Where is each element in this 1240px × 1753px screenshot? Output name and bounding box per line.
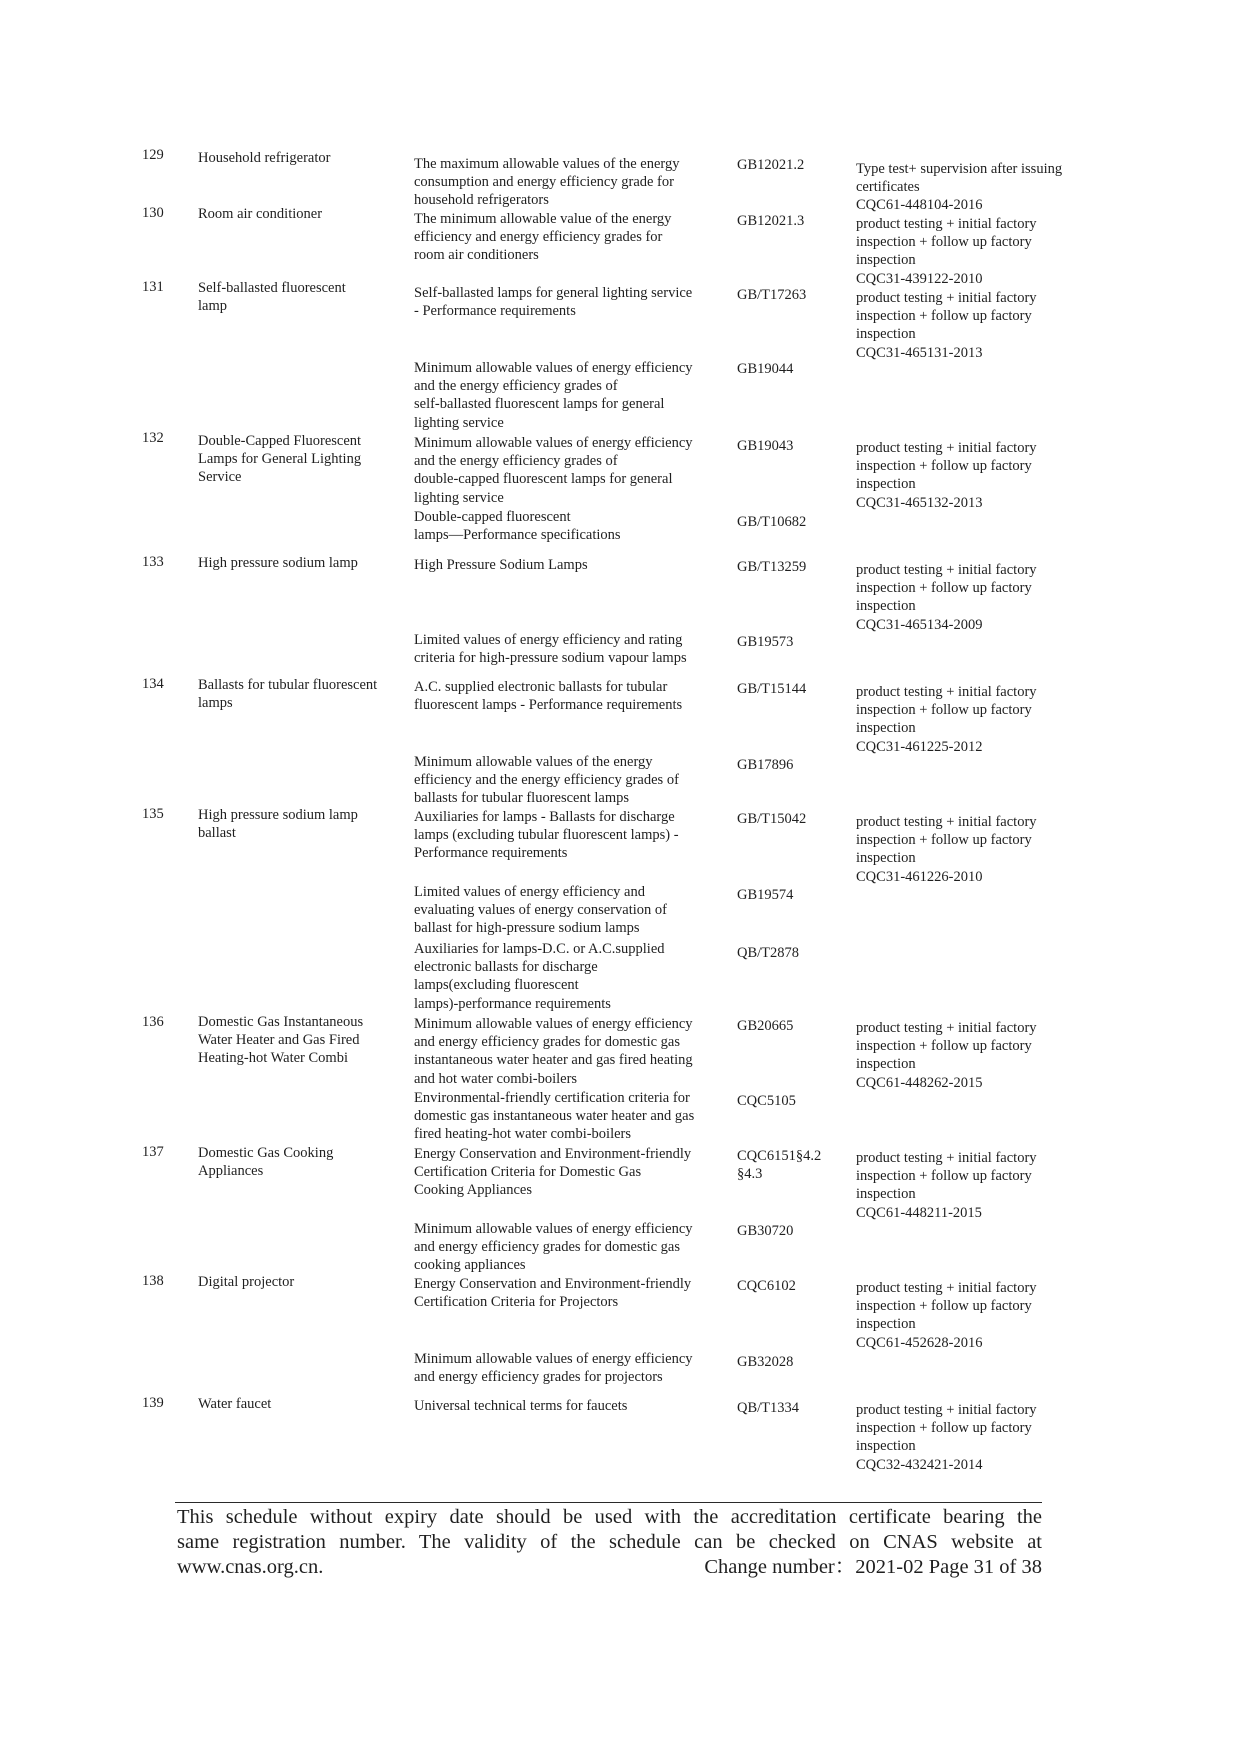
standard-name: Minimum allowable values of energy efficiency and energy efficiency grades for projectors [414,1351,693,1386]
standard-name: Energy Conservation and Environment-friendly Certification Criteria for Domestic Gas Cooking Appliances [414,1146,692,1199]
row-number: 137 [142,1144,164,1160]
standard-name: A.C. supplied electronic ballasts for tubular fluorescent lamps - Performance requirements [414,679,683,714]
standard-name: Minimum allowable values of energy efficiency and the energy efficiency grades of double-capped fluorescent lamps for general lighting service [414,435,693,506]
certification-rule: product testing + initial factory inspection + follow up factory inspection CQC31-465132-2013 [856,440,1037,511]
certification-rule: product testing + initial factory inspection + follow up factory inspection CQC31-461225-2012 [856,684,1037,755]
standard-name: Minimum allowable values of energy efficiency and the energy efficiency grades of self-ballasted fluorescent lamps for general lighting service [414,360,693,431]
standard-code: QB/T1334 [737,1400,800,1416]
product-name: High pressure sodium lamp [198,555,358,571]
standard-name: Environmental-friendly certification criteria for domestic gas instantaneous water heater and gas fired heating-hot water combi-boilers [414,1090,695,1143]
standard-name: The maximum allowable values of the energy consumption and energy efficiency grade for household refrigerators [414,156,680,209]
standard-code: GB19043 [737,438,794,454]
standard-code: GB/T15042 [737,811,807,827]
certification-rule: product testing + initial factory inspection + follow up factory inspection CQC61-452628-2016 [856,1280,1037,1351]
product-name: Domestic Gas Instantaneous Water Heater and Gas Fired Heating-hot Water Combi [198,1014,364,1067]
standard-code: CQC6151§4.2 §4.3 [737,1148,822,1183]
standard-name: Minimum allowable values of energy efficiency and energy efficiency grades for domestic gas instantaneous water heater and gas fired heating and hot water combi-boilers [414,1016,693,1087]
standard-code: GB20665 [737,1018,794,1034]
certification-rule: product testing + initial factory inspection + follow up factory inspection CQC61-448262-2015 [856,1020,1037,1091]
product-name: Self-ballasted fluorescent lamp [198,280,346,315]
row-number: 133 [142,554,164,570]
standard-code: CQC6102 [737,1278,796,1294]
standard-name: High Pressure Sodium Lamps [414,557,588,573]
standard-code: GB30720 [737,1223,794,1239]
standard-code: GB/T17263 [737,287,807,303]
certification-rule: Type test+ supervision after issuing certificates CQC61-448104-2016 [856,161,1063,214]
standard-code: QB/T2878 [737,945,800,961]
standard-code: GB12021.2 [737,157,805,173]
standard-code: GB19044 [737,361,794,377]
change-number: Change number：2021-02 Page 31 of 38 [704,1556,1042,1578]
row-number: 139 [142,1395,164,1411]
product-name: Digital projector [198,1274,295,1290]
standard-name: Minimum allowable values of energy efficiency and energy efficiency grades for domestic gas cooking appliances [414,1221,693,1274]
certification-rule: product testing + initial factory inspection + follow up factory inspection CQC61-448211-2015 [856,1150,1037,1221]
row-number: 130 [142,205,164,221]
certification-rule: product testing + initial factory inspection + follow up factory inspection CQC31-439122-2010 [856,216,1037,287]
standard-name: Limited values of energy efficiency and rating criteria for high-pressure sodium vapour lamps [414,632,687,667]
row-number: 136 [142,1014,164,1030]
standard-name: Minimum allowable values of the energy efficiency and the energy efficiency grades of ballasts for tubular fluorescent lamps [414,754,679,807]
footer-notice [177,1505,1042,1555]
standard-code: GB19574 [737,887,794,903]
standard-name: Self-ballasted lamps for general lighting service - Performance requirements [414,285,693,320]
standard-code: GB/T10682 [737,514,807,530]
standard-code: GB12021.3 [737,213,805,229]
standard-code: GB32028 [737,1354,794,1370]
standard-name: Limited values of energy efficiency and evaluating values of energy conservation of ballast for high-pressure sodium lamps [414,884,667,937]
standard-name: Double-capped fluorescent lamps—Performance specifications [414,509,621,544]
standard-name: Energy Conservation and Environment-friendly Certification Criteria for Projectors [414,1276,692,1311]
product-name: Ballasts for tubular fluorescent lamps [198,677,378,712]
standard-name: Auxiliaries for lamps - Ballasts for discharge lamps (excluding tubular fluorescent lamps) - Performance requirements [414,809,679,862]
standard-code: GB/T15144 [737,681,807,697]
row-number: 131 [142,279,164,295]
row-number: 132 [142,430,164,446]
standard-name: The minimum allowable value of the energy efficiency and energy efficiency grades for room air conditioners [414,211,672,264]
product-name: Room air conditioner [198,206,323,222]
cnas-website-link[interactable]: www.cnas.org.cn. [177,1556,324,1578]
certification-rule: product testing + initial factory inspection + follow up factory inspection CQC31-465134-2009 [856,562,1037,633]
standard-code: GB/T13259 [737,559,807,575]
standard-name: Auxiliaries for lamps-D.C. or A.C.supplied electronic ballasts for discharge lamps(excluding fluorescent lamps)-performance requirements [414,941,665,1012]
product-name: Double-Capped Fluorescent Lamps for General Lighting Service [198,433,362,486]
product-name: Domestic Gas Cooking Appliances [198,1145,334,1180]
row-number: 135 [142,806,164,822]
product-name: Water faucet [198,1396,272,1412]
row-number: 138 [142,1273,164,1289]
row-number: 129 [142,147,164,163]
certification-rule: product testing + initial factory inspection + follow up factory inspection CQC32-432421-2014 [856,1402,1037,1473]
product-name: Household refrigerator [198,150,331,166]
certification-rule: product testing + initial factory inspection + follow up factory inspection CQC31-461226-2010 [856,814,1037,885]
certification-rule: product testing + initial factory inspection + follow up factory inspection CQC31-465131-2013 [856,290,1037,361]
standard-name: Universal technical terms for faucets [414,1398,628,1414]
footer-line-2: same registration number. The validity of the schedule can be checked on CNAS website at [177,1531,1042,1553]
footer-divider [175,1502,1042,1503]
row-number: 134 [142,676,164,692]
standard-code: GB19573 [737,634,794,650]
standard-code: GB17896 [737,757,794,773]
footer-line-1: This schedule without expiry date should be used with the accreditation certificate bearing the [177,1506,1042,1528]
standard-code: CQC5105 [737,1093,796,1109]
product-name: High pressure sodium lamp ballast [198,807,358,842]
